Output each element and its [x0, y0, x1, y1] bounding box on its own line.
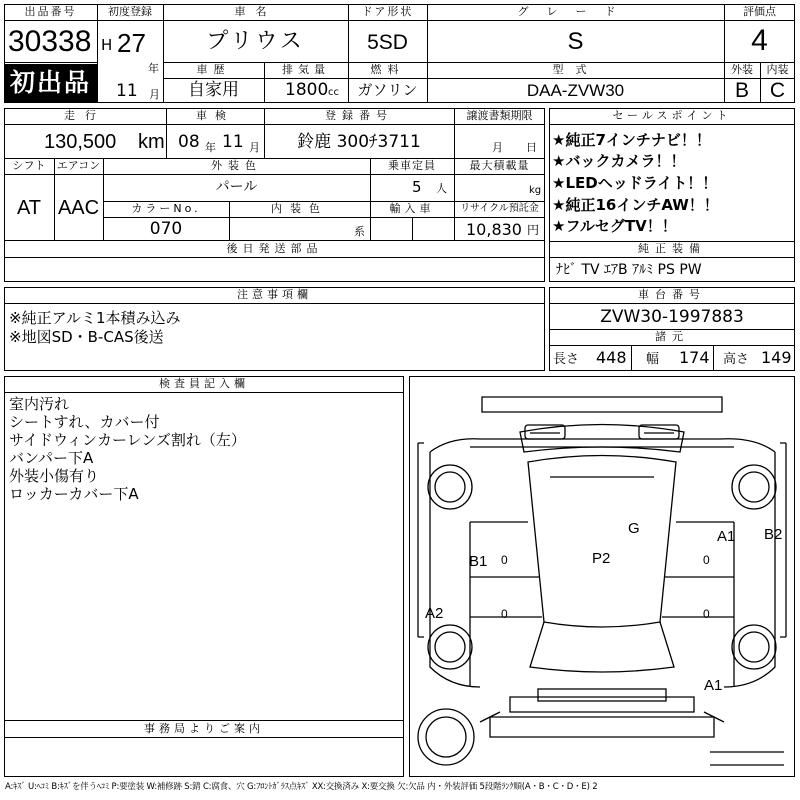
transfer-day-unit: 日	[526, 141, 537, 154]
inspector-label: 検査員記入欄	[159, 377, 249, 390]
lot-number: 30338	[8, 25, 92, 58]
recycle-label: リサイクル預託金	[460, 203, 539, 214]
transfer-month-unit: 月	[492, 141, 503, 154]
notes-label: 注意事項欄	[237, 288, 312, 301]
sales-point-item: ★LEDヘッドライト！！	[552, 174, 718, 192]
car-name: プリウス	[206, 29, 305, 54]
later-parts-label: 後日発送部品	[226, 242, 323, 255]
displacement-unit: cc	[328, 87, 339, 98]
sales-point-item: ★純正7インチナビ！！	[552, 131, 711, 149]
plate-label: 登録番号	[325, 109, 393, 122]
damage-mark-zero: 0	[703, 607, 710, 621]
aircon: AAC	[57, 197, 100, 219]
damage-mark-zero: 0	[501, 553, 508, 567]
inspector-line: 室内汚れ	[9, 395, 70, 413]
damage-mark-zero: 0	[703, 553, 710, 567]
int-grade-label: 内装	[766, 63, 789, 76]
first-reg-label: 初度登録	[108, 5, 152, 18]
length-value: 448	[596, 348, 627, 367]
recycle-fee: 10,830	[466, 220, 522, 239]
damage-mark-a2: A2	[425, 605, 444, 622]
shift-label: シフト	[12, 159, 46, 172]
model-code: DAA-ZVW30	[526, 81, 625, 100]
equipment-value: ﾅﾋﾞ TV ｴｱB ｱﾙﾐ PS PW	[556, 262, 702, 278]
era-letter: H	[101, 36, 113, 54]
max-load-label: 最大積載量	[469, 159, 530, 172]
equipment-label: 純正装備	[638, 242, 706, 255]
year-unit: 年	[148, 62, 159, 75]
car-name-label: 車名	[234, 5, 277, 18]
dimensions-label: 諸元	[655, 330, 689, 343]
width-label: 幅	[646, 352, 660, 367]
transfer-doc-label: 譲渡書類期限	[466, 109, 533, 122]
legend: A:ｷｽﾞ U:ﾍｺﾐ B:ｷｽﾞを伴うﾍｺﾐ P:要塗装 W:補修跡 S:錆 C:腐食、穴 G:ﾌﾛﾝﾄｶﾞﾗｽ点ｷｽﾞ XX:交換済み X:要交換 欠:欠品 内・外装評価 5段階ﾗﾝｸ順(A・B・C・D・E) 2	[5, 782, 598, 792]
damage-mark-b1: B1	[469, 553, 488, 570]
fuel: ガソリン	[357, 81, 418, 99]
color-no: 070	[149, 219, 183, 239]
mileage: 130,500	[44, 131, 117, 153]
month-unit: 月	[149, 88, 160, 101]
score-label: 評価点	[743, 5, 776, 18]
exterior-color: パール	[215, 179, 258, 195]
length-label: 長さ	[553, 352, 580, 367]
displacement-label: 排気量	[282, 63, 330, 76]
shift: AT	[16, 197, 42, 219]
sales-point-item: ★純正16インチAW！！	[552, 196, 719, 214]
damage-diagram	[409, 376, 795, 777]
interior-color-label: 内装色	[271, 202, 328, 215]
damage-mark-g: G	[628, 520, 640, 537]
fuel-label: 燃料	[370, 63, 405, 76]
mileage-unit: km	[138, 131, 165, 153]
exterior-color-label: 外装色	[211, 159, 262, 172]
inspection-month-unit: 月	[249, 141, 260, 154]
capacity: 5	[412, 178, 422, 196]
inspection-month: 11	[222, 132, 244, 152]
max-load-unit: kg	[529, 185, 542, 196]
inspection-year: 08	[178, 132, 200, 152]
reg-month: 11	[116, 81, 138, 101]
interior-color-unit: 系	[354, 225, 365, 238]
note-item: ※地図SD・B-CAS後送	[9, 328, 164, 346]
chassis-label: 車台番号	[638, 288, 706, 301]
damage-mark-a1-top: A1	[717, 528, 736, 545]
inspection-label: 車検	[196, 109, 234, 122]
inspector-line: ロッカーカバー下A	[9, 485, 139, 503]
damage-mark-p2: P2	[592, 550, 611, 567]
inspector-line: バンパー下A	[9, 449, 94, 467]
int-grade: C	[769, 79, 786, 102]
height-label: 高さ	[723, 352, 750, 367]
car-diagram-svg	[410, 377, 794, 776]
aircon-label: エアコン	[56, 159, 101, 172]
score: 4	[751, 24, 768, 57]
office-label: 事務局よりご案内	[144, 722, 264, 735]
first-listing-badge: 初出品	[4, 64, 97, 103]
model-code-label: 型式	[552, 63, 599, 76]
capacity-label: 乗車定員	[388, 159, 436, 172]
note-item: ※純正アルミ1本積み込み	[9, 309, 181, 327]
mileage-label: 走行	[64, 109, 106, 122]
history: 自家用	[188, 80, 239, 100]
inspector-line: シートすれ、カバー付	[9, 413, 160, 431]
door-type: 5SD	[367, 31, 408, 54]
grade: S	[567, 28, 584, 55]
damage-mark-a1-bottom: A1	[704, 677, 723, 694]
history-label: 車歴	[196, 63, 231, 76]
sales-points-label: セールスポイント	[612, 109, 732, 122]
width-value: 174	[679, 348, 710, 367]
displacement: 1800	[285, 80, 329, 100]
color-no-label: カラーNo.	[131, 202, 201, 215]
damage-mark-b2: B2	[764, 526, 783, 543]
recycle-unit: 円	[527, 223, 540, 237]
inspector-line: サイドウィンカーレンズ割れ（左）	[9, 431, 246, 449]
inspection-year-unit: 年	[205, 141, 216, 154]
inspector-line: 外装小傷有り	[9, 467, 100, 485]
capacity-unit: 人	[436, 182, 447, 195]
reg-year: 27	[117, 28, 146, 58]
chassis-number: ZVW30-1997883	[600, 307, 744, 327]
height-value: 149	[761, 348, 792, 367]
plate-number: 鈴鹿 300ﾁ3711	[297, 132, 421, 152]
lot-number-label: 出品番号	[24, 5, 77, 18]
import-label: 輸入車	[389, 202, 435, 215]
ext-grade-label: 外装	[731, 63, 753, 76]
sales-point-item: ★バックカメラ！！	[552, 152, 686, 170]
grade-label: グレード	[517, 5, 634, 18]
door-label: ドア形状	[361, 5, 414, 18]
damage-mark-zero: 0	[501, 607, 508, 621]
ext-grade: B	[734, 79, 749, 102]
sales-point-item: ★フルセグTV！！	[552, 217, 677, 235]
